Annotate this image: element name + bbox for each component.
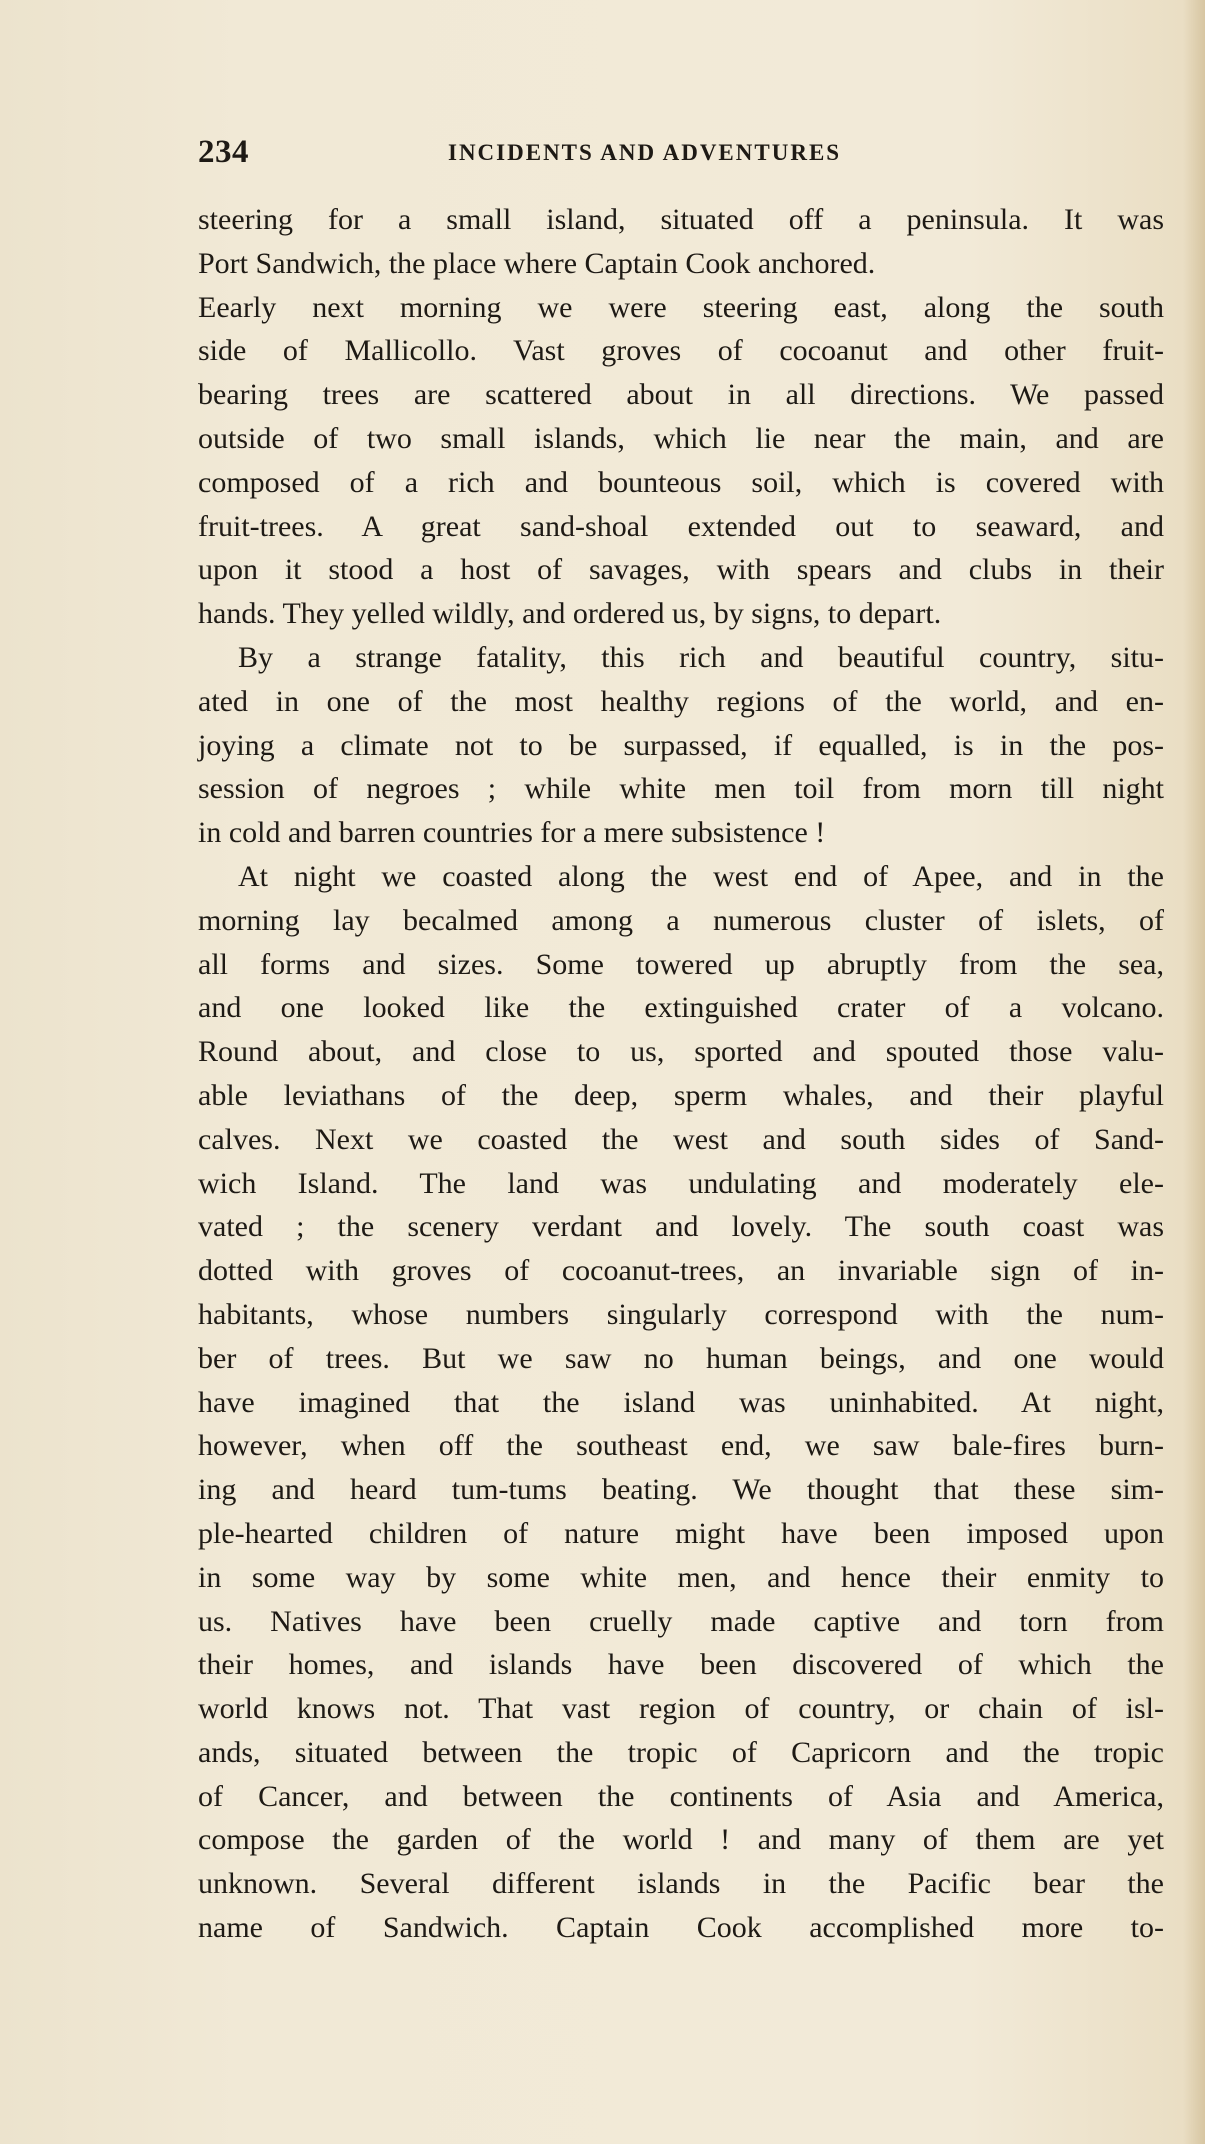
text-line: in some way by some white men, and hence their enmity to <box>198 1560 1164 1594</box>
body-text <box>198 198 1164 1950</box>
text-line: world knows not. That vast region of country, or chain of isl- <box>198 1692 1164 1726</box>
text-line: At night we coasted along the west end of Apee, and in the <box>238 859 1164 893</box>
text-line: ing and heard tum-tums beating. We thought that these sim- <box>198 1473 1164 1507</box>
text-line: upon it stood a host of savages, with spears and clubs in their <box>198 553 1164 587</box>
text-line: habitants, whose numbers singularly correspond with the num- <box>198 1297 1164 1331</box>
text-line: of Cancer, and between the continents of Asia and America, <box>198 1779 1164 1813</box>
text-line: Port Sandwich, the place where Captain Cook anchored. <box>198 246 876 280</box>
text-line: ber of trees. But we saw no human beings, and one would <box>198 1341 1164 1375</box>
text-line: steering for a small island, situated off a peninsula. It was <box>198 203 1164 236</box>
text-line: side of Mallicollo. Vast groves of cocoanut and other fruit- <box>198 334 1164 368</box>
text-line: unknown. Several different islands in the Pacific bear the <box>198 1867 1164 1901</box>
page-edge-shadow <box>1183 0 1205 2144</box>
text-line: bearing trees are scattered about in all directions. We passed <box>198 378 1164 412</box>
page-number: 234 <box>198 134 249 170</box>
text-line: hands. They yelled wildly, and ordered us, by signs, to depart. <box>198 597 942 631</box>
text-line: all forms and sizes. Some towered up abruptly from the sea, <box>198 947 1164 981</box>
text-line: Round about, and close to us, sported and spouted those valu- <box>198 1035 1164 1069</box>
text-line: joying a climate not to be surpassed, if equalled, is in the pos- <box>198 728 1164 762</box>
text-line: dotted with groves of cocoanut-trees, an invariable sign of in- <box>198 1254 1164 1288</box>
text-line: ple-hearted children of nature might have been imposed upon <box>198 1516 1164 1550</box>
text-line: vated ; the scenery verdant and lovely. The south coast was <box>198 1210 1164 1244</box>
text-line: their homes, and islands have been discovered of which the <box>198 1648 1164 1682</box>
text-line: wich Island. The land was undulating and moderately ele- <box>198 1166 1164 1200</box>
text-line: have imagined that the island was uninhabited. At night, <box>198 1385 1164 1419</box>
text-line: ands, situated between the tropic of Capricorn and the tropic <box>198 1735 1164 1769</box>
text-line: in cold and barren countries for a mere subsistence ! <box>198 816 826 850</box>
text-line: and one looked like the extinguished crater of a volcano. <box>198 991 1164 1025</box>
text-line: compose the garden of the world ! and many of them are yet <box>198 1823 1164 1857</box>
text-line: outside of two small islands, which lie near the main, and are <box>198 421 1164 455</box>
text-line: session of negroes ; while white men toil from morn till night <box>198 772 1164 806</box>
page-header <box>198 134 958 174</box>
text-line: name of Sandwich. Captain Cook accomplished more to- <box>198 1911 1164 1945</box>
text-line: however, when off the southeast end, we saw bale-fires burn- <box>198 1429 1164 1463</box>
text-line: able leviathans of the deep, sperm whales, and their playful <box>198 1078 1164 1112</box>
text-line: composed of a rich and bounteous soil, which is covered with <box>198 465 1164 499</box>
text-line: Eearly next morning we were steering east, along the south <box>198 290 1164 324</box>
text-line: fruit-trees. A great sand-shoal extended out to seaward, and <box>198 509 1164 543</box>
text-line: us. Natives have been cruelly made captive and torn from <box>198 1604 1164 1638</box>
text-line: morning lay becalmed among a numerous cluster of islets, of <box>198 903 1164 937</box>
text-line: calves. Next we coasted the west and south sides of Sand- <box>198 1122 1164 1156</box>
text-line: ated in one of the most healthy regions of the world, and en- <box>198 684 1164 718</box>
running-head: INCIDENTS AND ADVENTURES <box>448 140 842 165</box>
text-line: By a strange fatality, this rich and beautiful country, situ- <box>238 640 1164 674</box>
